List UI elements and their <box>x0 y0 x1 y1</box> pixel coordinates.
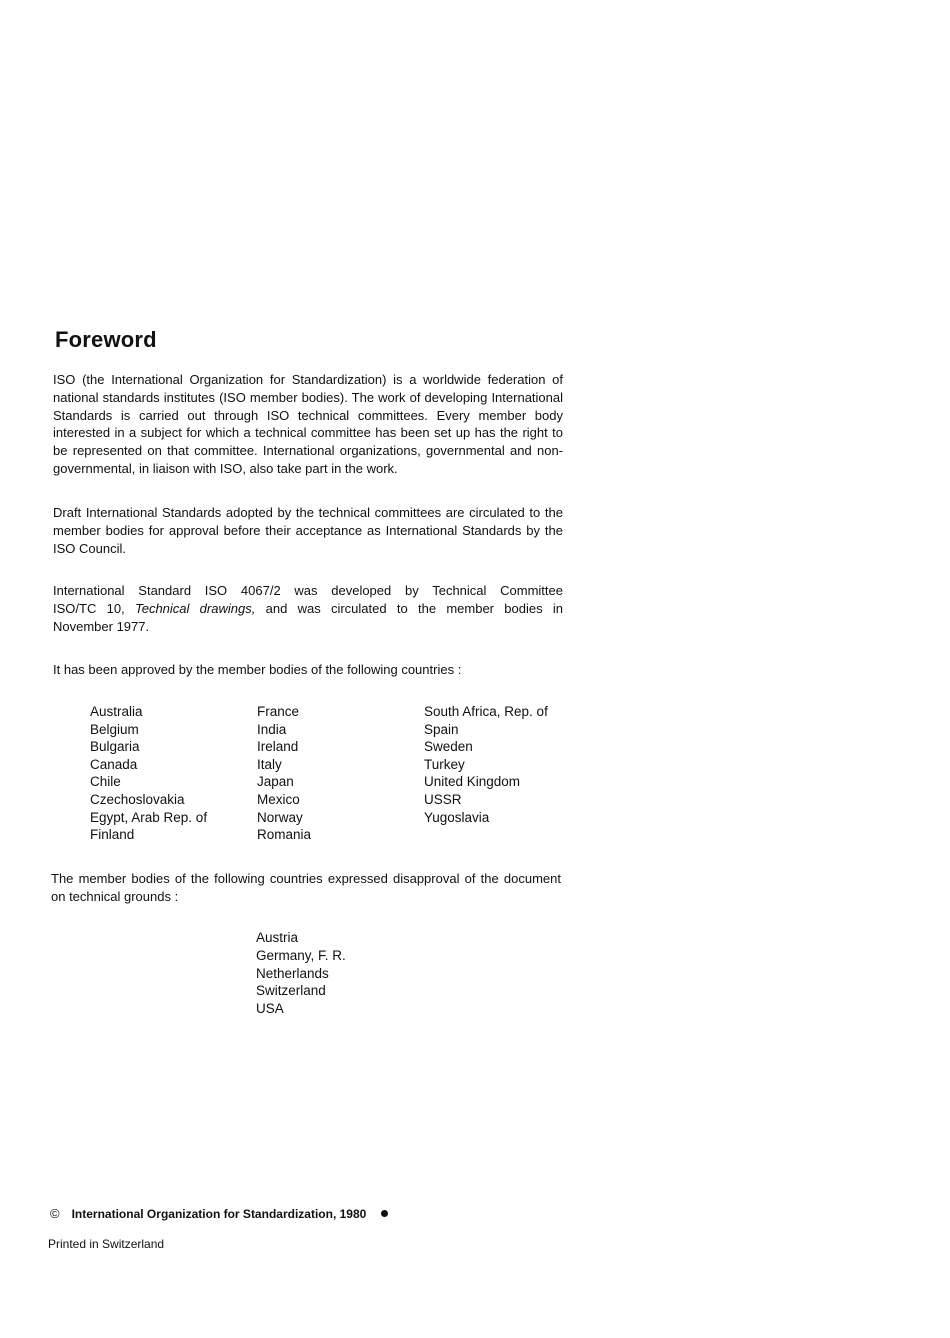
country-item: Romania <box>257 827 312 843</box>
development-line-3: November 1977. <box>53 618 150 634</box>
country-item: Netherlands <box>256 965 329 981</box>
committee-reference: ISO/TC 10, <box>53 600 125 616</box>
foreword-paragraph-disapproval: The member bodies of the following countries expressed disapproval of the document on technical grounds : <box>51 871 561 904</box>
foreword-paragraph-iso-intro: ISO (the International Organization for Standardization) is a worldwide federation of national standards institutes (ISO member bodies). The work of developing International Standards is carried out through ISO technical committees. Every member body interested in a subject for which a technical committee has been set up has the right to be represented on that committee. International organizations, governmental and non-governmental, in liaison with ISO, also take part in the work. <box>53 372 563 476</box>
country-item: Mexico <box>257 791 300 807</box>
country-item: India <box>257 721 287 737</box>
country-item: Ireland <box>257 739 299 755</box>
copyright-icon: © <box>50 1206 60 1221</box>
country-item: Egypt, Arab Rep. of <box>90 809 208 825</box>
country-item: Switzerland <box>256 983 326 999</box>
country-item: USA <box>256 1001 284 1017</box>
country-item: Canada <box>90 756 138 772</box>
country-item: Belgium <box>90 721 139 737</box>
country-item: Norway <box>257 809 303 825</box>
country-item: Czechoslovakia <box>90 791 185 807</box>
country-item: Yugoslavia <box>424 809 490 825</box>
approving-countries-column-1 <box>90 703 207 844</box>
country-item: Spain <box>424 721 459 737</box>
country-item: Bulgaria <box>90 739 140 755</box>
country-item: France <box>257 704 300 719</box>
disapproving-countries-list <box>256 929 346 1018</box>
committee-title: Technical drawings, <box>134 600 256 616</box>
circulation-text: and was circulated to the member bodies in <box>265 600 563 616</box>
country-item: Japan <box>257 774 294 790</box>
country-item: Finland <box>90 827 135 843</box>
approving-countries-column-2 <box>257 703 311 844</box>
country-item: USSR <box>424 791 462 807</box>
bullet-dot-icon <box>381 1210 388 1217</box>
foreword-paragraph-draft-standards: Draft International Standards adopted by the technical committees are circulated to the member bodies for approval before their acceptance as International Standards by the ISO Council. <box>53 505 563 556</box>
country-item: Turkey <box>424 756 465 772</box>
development-line-2 <box>53 600 563 618</box>
country-item: Chile <box>90 774 121 790</box>
printed-location: Printed in Switzerland <box>48 1237 165 1251</box>
country-item: United Kingdom <box>424 774 521 790</box>
approving-countries-column-3 <box>424 703 548 826</box>
foreword-heading: Foreword <box>55 327 157 352</box>
country-item: South Africa, Rep. of <box>424 704 548 719</box>
copyright-text: International Organization for Standardization, 1980 <box>71 1206 367 1221</box>
country-item: Australia <box>90 704 143 719</box>
country-item: Sweden <box>424 739 473 755</box>
country-item: Austria <box>256 930 299 945</box>
development-line-1: International Standard ISO 4067/2 was developed by Technical Committee <box>53 583 563 598</box>
foreword-paragraph-development <box>53 582 563 635</box>
country-item: Italy <box>257 756 282 772</box>
country-item: Germany, F. R. <box>256 947 346 963</box>
copyright-notice <box>50 1206 388 1221</box>
foreword-paragraph-approval: It has been approved by the member bodies of the following countries : <box>53 662 462 677</box>
